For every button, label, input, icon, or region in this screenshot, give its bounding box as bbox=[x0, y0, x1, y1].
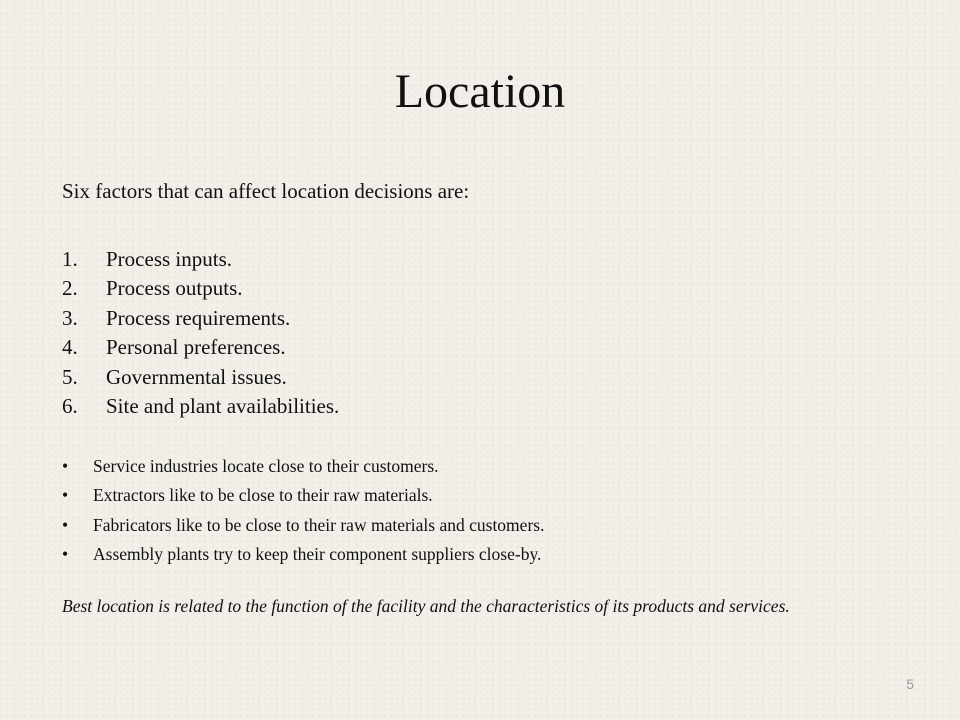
bullet-text: Service industries locate close to their customers. bbox=[93, 456, 439, 476]
list-item-text: Process inputs. bbox=[106, 247, 232, 271]
list-item bbox=[62, 304, 339, 333]
bullet-item bbox=[62, 481, 544, 510]
bullet-text: Extractors like to be close to their raw materials. bbox=[93, 485, 433, 506]
slide-title: Location bbox=[394, 65, 566, 118]
conclusion-text: Best location is related to the function of the facility and the characteristics of its products and services. bbox=[62, 596, 790, 616]
list-number: 3. bbox=[62, 305, 78, 330]
bullet-text: Assembly plants try to keep their component suppliers close-by. bbox=[93, 544, 542, 565]
list-number: 5. bbox=[62, 364, 78, 389]
bullet-text: Fabricators like to be close to their raw materials and customers. bbox=[93, 514, 545, 535]
list-item bbox=[62, 363, 339, 392]
bullet-icon: • bbox=[62, 514, 69, 535]
list-item-text: Site and plant availabilities. bbox=[106, 394, 340, 419]
list-item bbox=[62, 333, 339, 362]
bullet-icon: • bbox=[62, 485, 69, 506]
list-item-text: Process requirements. bbox=[106, 305, 291, 330]
bullet-icon: • bbox=[62, 544, 69, 565]
list-item-text: Governmental issues. bbox=[106, 364, 287, 389]
list-number: 1. bbox=[62, 247, 78, 271]
factors-list bbox=[62, 245, 339, 421]
bullet-list bbox=[62, 452, 544, 570]
intro-text: Six factors that can affect location decisions are: bbox=[62, 179, 470, 203]
list-item-text: Process outputs. bbox=[106, 276, 243, 301]
list-number: 6. bbox=[62, 394, 78, 419]
list-item bbox=[62, 245, 339, 274]
bullet-item bbox=[62, 511, 544, 540]
bullet-icon: • bbox=[62, 456, 69, 476]
list-number: 4. bbox=[62, 335, 78, 360]
page-number: 5 bbox=[906, 676, 914, 692]
list-item-text: Personal preferences. bbox=[106, 335, 286, 360]
list-item bbox=[62, 392, 339, 421]
list-number: 2. bbox=[62, 276, 78, 301]
bullet-item bbox=[62, 540, 544, 569]
list-item bbox=[62, 274, 339, 303]
bullet-item bbox=[62, 452, 544, 481]
